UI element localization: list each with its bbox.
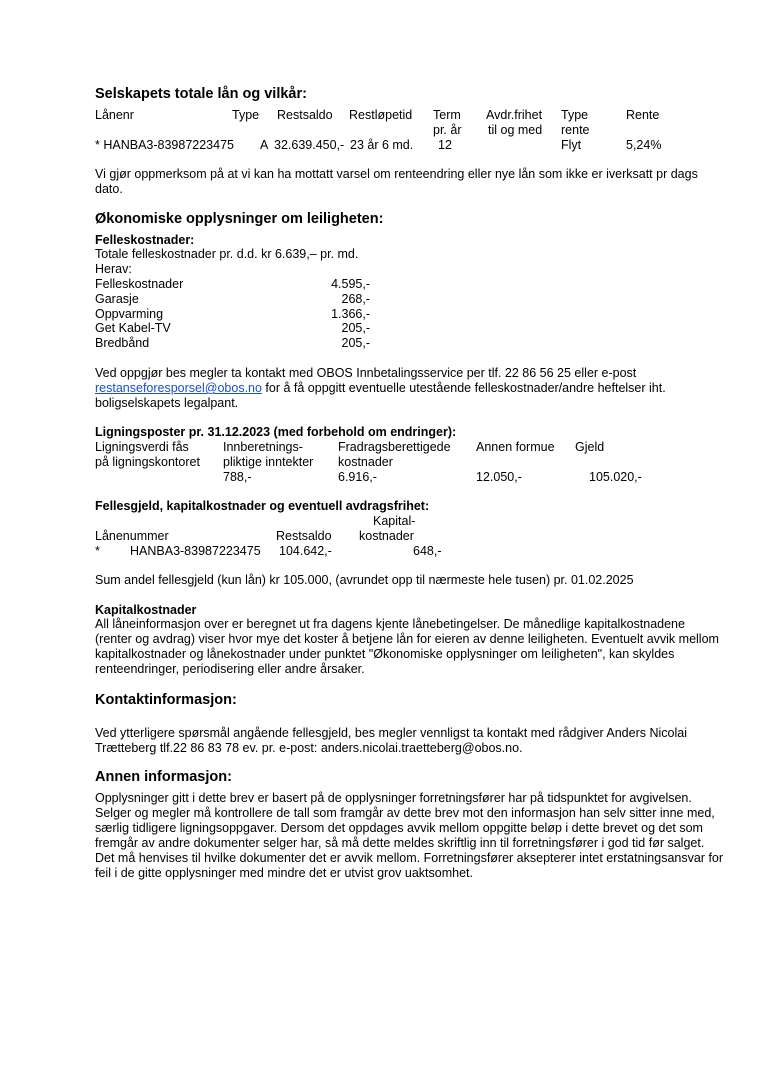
contact-title: Kontaktinformasjon: bbox=[95, 692, 237, 708]
tax-title: Ligningsposter pr. 31.12.2023 (med forbehold om endringer): bbox=[95, 425, 457, 439]
loans-row-restsaldo: 32.639.450,- bbox=[274, 138, 345, 152]
tax-header-c5: Gjeld bbox=[575, 440, 605, 454]
common-debt-header-loan-no: Lånenummer bbox=[95, 529, 169, 543]
settlement-text-pre: Ved oppgjør bes megler ta kontakt med OBOS Innbetalingsservice per tlf. 22 86 56 25 eller e-post bbox=[95, 366, 637, 380]
cost-item-label: Bredbånd bbox=[95, 336, 150, 350]
tax-header-c3-2: kostnader bbox=[338, 455, 393, 469]
loans-header-restlopetid: Restløpetid bbox=[349, 108, 413, 122]
tax-value-c4: 12.050,- bbox=[476, 470, 522, 484]
loans-header-term-2: pr. år bbox=[433, 123, 462, 137]
common-debt-title: Fellesgjeld, kapitalkostnader og eventuell avdragsfrihet: bbox=[95, 499, 430, 513]
capital-text: All låneinformasjon over er beregnet ut fra dagens kjente lånebetingelser. De månedlige kapitalkostnadene (renter og avdrag) viser hvor mye det koster å betjene lån for eieren av denne leiligheten. Eventuelt avvik mellom kapitalkostnader og lånekostnader under punktet "Økonomiske opplysninger om leiligheten", kan skyldes renteendringer, periodisering eller andre årsaker. bbox=[95, 617, 719, 676]
economy-title: Økonomiske opplysninger om leiligheten: bbox=[95, 211, 384, 227]
tax-header-c2-1: Innberetnings- bbox=[223, 440, 303, 454]
loans-title: Selskapets totale lån og vilkår: bbox=[95, 86, 307, 102]
settlement-email-link[interactable]: restanseforesporsel@obos.no bbox=[95, 381, 262, 395]
cost-item-value: 1.366,- bbox=[331, 307, 370, 321]
economy-subtitle: Felleskostnader: bbox=[95, 233, 195, 247]
tax-header-c4: Annen formue bbox=[476, 440, 555, 454]
loans-row-type-rente: Flyt bbox=[561, 138, 582, 152]
contact-text: Ved ytterligere spørsmål angående fellesgjeld, bes megler vennligst ta kontakt med rådgiver Anders Nicolai Trætteberg tlf.22 86 83 78 ev. pr. e-post: anders.nicolai.traetteberg@obos.no. bbox=[95, 726, 687, 755]
tax-value-c2: 788,- bbox=[223, 470, 252, 484]
tax-header-c3-1: Fradragsberettigede bbox=[338, 440, 451, 454]
loans-row-term: 12 bbox=[438, 138, 452, 152]
common-debt-header-kap-1: Kapital- bbox=[373, 514, 416, 528]
loans-header-type-rente-2: rente bbox=[561, 123, 590, 137]
common-debt-row-star: * bbox=[95, 544, 100, 558]
tax-header-c1-2: på ligningskontoret bbox=[95, 455, 200, 469]
common-debt-header-kap-2: kostnader bbox=[359, 529, 414, 543]
tax-value-c3: 6.916,- bbox=[338, 470, 377, 484]
loans-row-restlopetid: 23 år 6 md. bbox=[350, 138, 414, 152]
common-debt-row-loan-no: HANBA3-83987223475 bbox=[130, 544, 261, 558]
loans-header-type: Type bbox=[232, 108, 260, 122]
loans-header-avdr-2: til og med bbox=[488, 123, 543, 137]
cost-item-value: 205,- bbox=[341, 336, 370, 350]
tax-value-c5: 105.020,- bbox=[589, 470, 642, 484]
other-text: Opplysninger gitt i dette brev er basert på de opplysninger forretningsfører har på tidspunktet for avgivelsen. Selger og megler må kontrollere de tall som framgår av dette brev mot den informasjon han selv sitter inne med, særlig tidligere ligningsoppgaver. Dersom det oppdages avvik mellom oppgitte beløp i dette brevet og det som fremgår av andre dokumenter selger har, så må dette meldes skriftlig inn til forretningsfører i god tid før salget. Det må henvises til hvilke dokumenter det er avvik mellom. Forretningsfører aksepterer intet erstatningsansvar for feil i de gitte opplysninger med mindre det er utvist grov uaktsomhet. bbox=[95, 791, 724, 880]
cost-item-value: 268,- bbox=[341, 292, 370, 306]
capital-title: Kapitalkostnader bbox=[95, 603, 197, 617]
cost-item-label: Get Kabel-TV bbox=[95, 321, 171, 335]
common-debt-row-kap: 648,- bbox=[413, 544, 442, 558]
cost-item-label: Oppvarming bbox=[95, 307, 164, 321]
cost-item-label: Garasje bbox=[95, 292, 139, 306]
cost-item-value: 205,- bbox=[341, 321, 370, 335]
loans-row-rente: 5,24% bbox=[626, 138, 662, 152]
common-debt-header-restsaldo: Restsaldo bbox=[276, 529, 332, 543]
tax-header-c1-1: Ligningsverdi fås bbox=[95, 440, 189, 454]
other-title: Annen informasjon: bbox=[95, 769, 232, 785]
tax-header-c2-2: pliktige inntekter bbox=[223, 455, 314, 469]
loans-header-rente: Rente bbox=[626, 108, 660, 122]
common-debt-row-restsaldo: 104.642,- bbox=[279, 544, 332, 558]
loans-row-type: A bbox=[260, 138, 269, 152]
loans-header-avdr-1: Avdr.frihet bbox=[486, 108, 543, 122]
economy-total-line: Totale felleskostnader pr. d.d. kr 6.639,– pr. md. bbox=[95, 247, 359, 261]
loans-row-loan-no: * HANBA3-83987223475 bbox=[95, 138, 234, 152]
loans-note: Vi gjør oppmerksom på at vi kan ha mottatt varsel om renteendring eller nye lån som ikke er iverksatt pr dags dato. bbox=[95, 167, 698, 196]
loans-header-term-1: Term bbox=[433, 108, 461, 122]
loans-header-restsaldo: Restsaldo bbox=[277, 108, 333, 122]
cost-item-value: 4.595,- bbox=[331, 277, 370, 291]
loans-header-loan-no: Lånenr bbox=[95, 108, 134, 122]
settlement-paragraph bbox=[95, 366, 725, 411]
economy-herav: Herav: bbox=[95, 262, 132, 276]
settlement-text-post: for å få oppgitt eventuelle utestående felleskostnader/andre heftelser iht. boligselskapets legalpant. bbox=[95, 381, 666, 410]
loans-header-type-rente-1: Type bbox=[561, 108, 589, 122]
cost-item-label: Felleskostnader bbox=[95, 277, 184, 291]
common-debt-sum-line: Sum andel fellesgjeld (kun lån) kr 105.000, (avrundet opp til nærmeste hele tusen) pr. 01.02.2025 bbox=[95, 573, 634, 587]
